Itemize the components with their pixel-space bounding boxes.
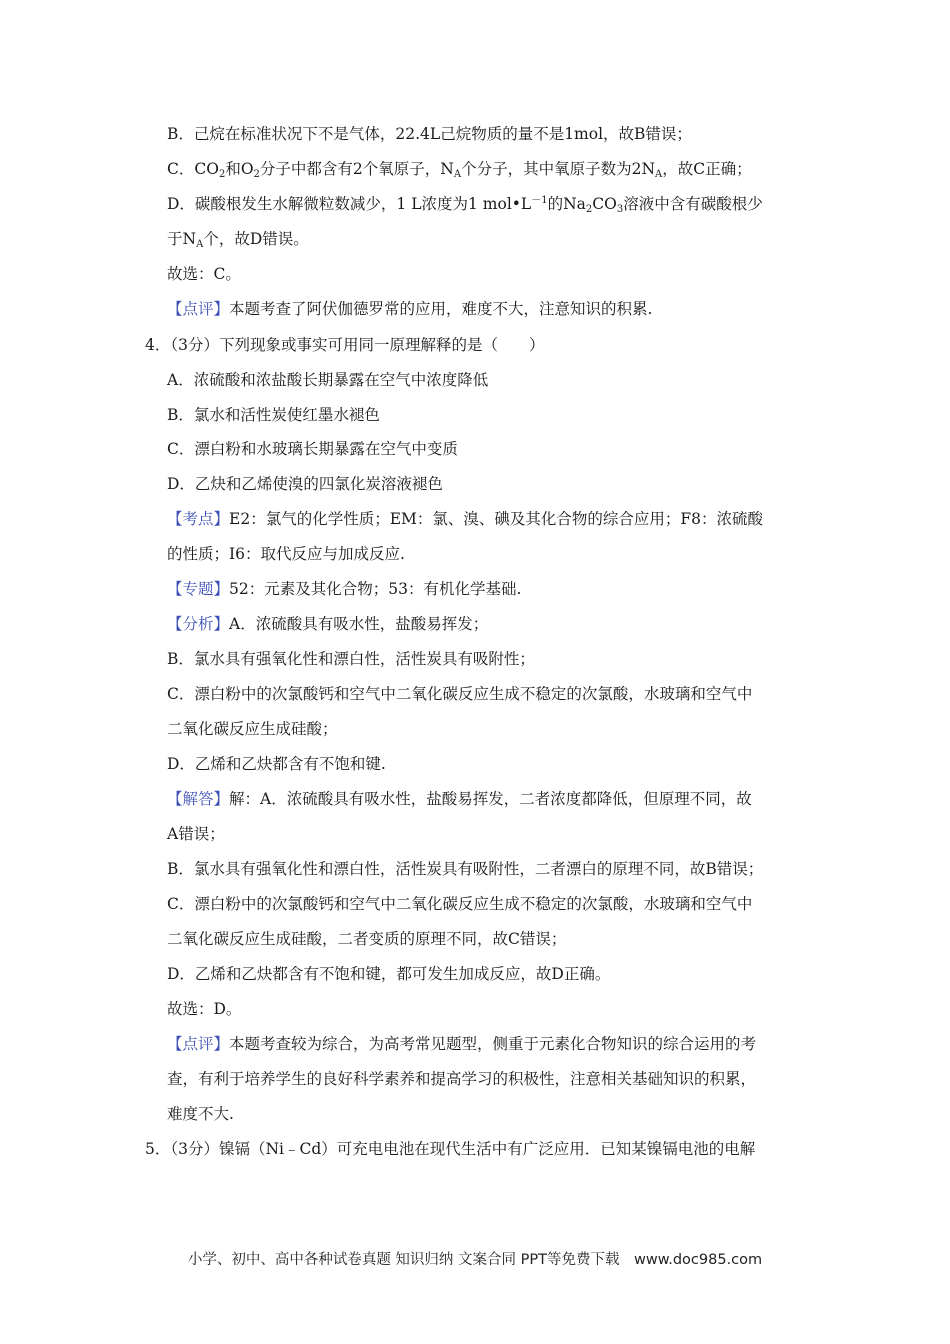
q3-option-b-explanation: B．己烷在标准状况下不是气体，22.4L己烷物质的量不是1mol，故B错误； [167, 125, 692, 143]
q4-jieda-c-cont: 二氧化碳反应生成硅酸，二者变质的原理不同，故C错误； [167, 930, 567, 948]
q4-option-b: B．氯水和活性炭使红墨水褪色 [167, 406, 380, 424]
review-tag: 【点评】 [167, 1035, 230, 1053]
q3-answer: 故选：C。 [167, 265, 241, 283]
q4-zhuanti: 【专题】52：元素及其化合物；53：有机化学基础. [167, 580, 522, 598]
q4-kaodian-cont: 的性质；I6：取代反应与加成反应. [167, 545, 405, 563]
q4-review-cont-2: 难度不大. [167, 1105, 234, 1123]
q3-review: 【点评】本题考查了阿伏伽德罗常的应用，难度不大，注意知识的积累. [167, 300, 653, 318]
q4-review-cont-1: 查，有利于培养学生的良好科学素养和提高学习的积极性，注意相关基础知识的积累， [167, 1070, 757, 1088]
q4-option-a: A．浓硫酸和浓盐酸长期暴露在空气中浓度降低 [167, 371, 489, 389]
q4-kaodian: 【考点】E2：氯气的化学性质；EM：氯、溴、碘及其化合物的综合应用；F8：浓硫酸 [167, 510, 763, 528]
q4-stem: 4．（3分）下列现象或事实可用同一原理解释的是（ ） [145, 336, 545, 354]
q4-fenxi-d: D．乙烯和乙炔都含有不饱和键. [167, 755, 386, 773]
q3-option-d-explanation-cont: 于$N_A$个，故D错误。 [167, 230, 309, 250]
q4-fenxi-c: C．漂白粉中的次氯酸钙和空气中二氧化碳反应生成不稳定的次氯酸，水玻璃和空气中 [167, 685, 753, 703]
q4-fenxi: 【分析】A．浓硫酸具有吸水性，盐酸易挥发； [167, 615, 489, 633]
review-tag: 【点评】 [167, 300, 230, 318]
q4-fenxi-c-cont: 二氧化碳反应生成硅酸； [167, 720, 338, 738]
q5-stem: 5．（3分）镍镉（Ni﹣Cd）可充电电池在现代生活中有广泛应用．已知某镍镉电池的电解 [145, 1140, 756, 1158]
jieda-tag: 【解答】 [167, 790, 230, 808]
q4-jieda-b: B．氯水具有强氧化性和漂白性，活性炭具有吸附性，二者漂白的原理不同，故B错误； [167, 860, 764, 878]
q4-option-c: C．漂白粉和水玻璃长期暴露在空气中变质 [167, 440, 458, 458]
q4-jieda-c: C．漂白粉中的次氯酸钙和空气中二氧化碳反应生成不稳定的次氯酸，水玻璃和空气中 [167, 895, 753, 913]
q4-jieda: 【解答】解：A．浓硫酸具有吸水性，盐酸易挥发，二者浓度都降低，但原理不同，故 [167, 790, 752, 808]
q4-jieda-d: D．乙烯和乙炔都含有不饱和键，都可发生加成反应，故D正确。 [167, 965, 611, 983]
kaodian-tag: 【考点】 [167, 510, 230, 528]
page-footer: 小学、初中、高中各种试卷真题 知识归纳 文案合同 PPT等免费下载 www.doc985.com [187, 1252, 763, 1268]
q4-review: 【点评】本题考查较为综合，为高考常见题型，侧重于元素化合物知识的综合运用的考 [167, 1035, 757, 1053]
q4-jieda-a-cont: A错误； [167, 825, 225, 843]
q3-option-d-explanation: D．碳酸根发生水解微粒数减少，1 L浓度为1 $mol•L^{-1}$的$Na_2CO_3$溶液中含有碳酸根少 [167, 195, 763, 215]
q3-option-c-explanation: C．$CO_2$和$O_2$分子中都含有2个氧原子，$N_A$个分子，其中氧原子数为$2N_A$，故C正确； [167, 160, 752, 180]
fenxi-tag: 【分析】 [167, 615, 230, 633]
zhuanti-tag: 【专题】 [167, 580, 230, 598]
q4-answer: 故选：D。 [167, 1000, 242, 1018]
q4-option-d: D．乙炔和乙烯使溴的四氯化炭溶液褪色 [167, 475, 443, 493]
q4-fenxi-b: B．氯水具有强氧化性和漂白性，活性炭具有吸附性； [167, 650, 535, 668]
